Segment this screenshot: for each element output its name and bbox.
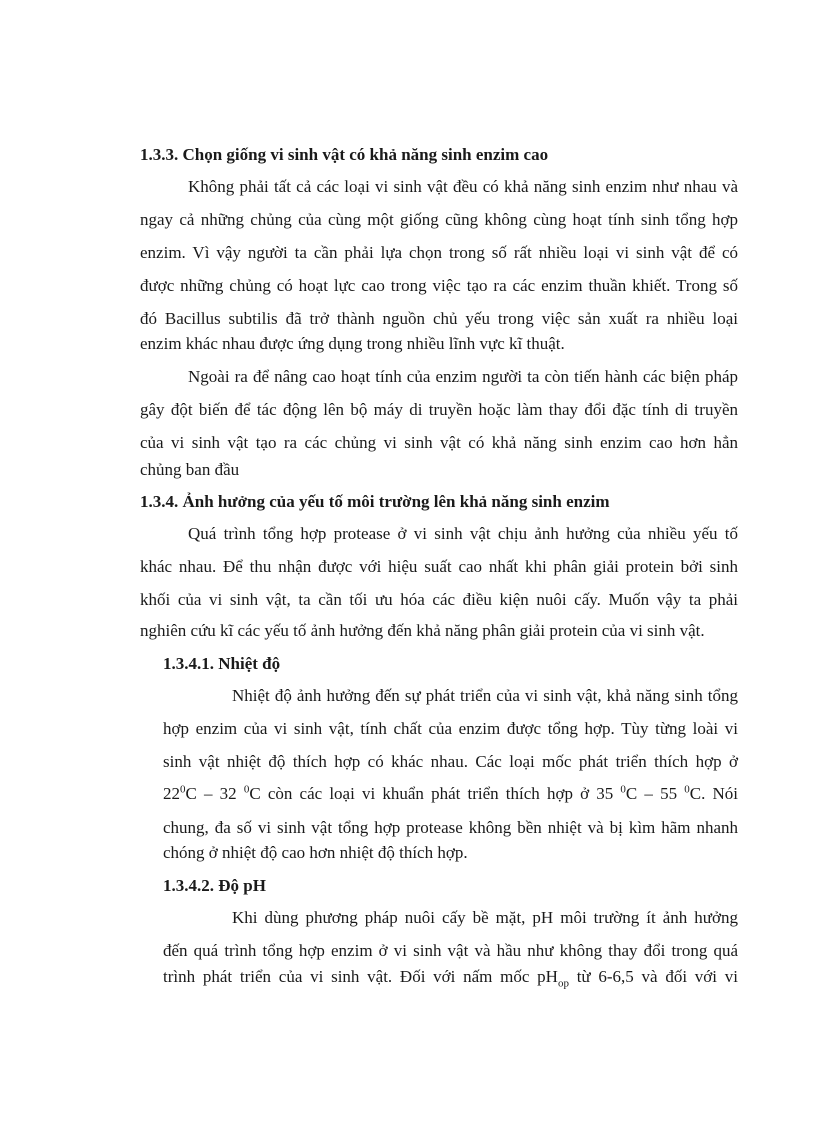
paragraph-line: đến quá trình tổng hợp enzim ở vi sinh vật và hầu như không thay đổi trong quá — [163, 941, 738, 960]
paragraph-line: của vi sinh vật tạo ra các chủng vi sinh vật có khả năng sinh enzim cao hơn hẳn — [140, 433, 738, 452]
paragraph-line: Quá trình tổng hợp protease ở vi sinh vật chịu ảnh hưởng của nhiều yếu tố — [188, 524, 738, 543]
heading-1-3-4-2: 1.3.4.2. Độ pH — [163, 876, 266, 895]
paragraph-line: chóng ở nhiệt độ cao hơn nhiệt độ thích hợp. — [163, 843, 468, 862]
paragraph-line: hợp enzim của vi sinh vật, tính chất của enzim được tổng hợp. Tùy từng loài vi — [163, 719, 738, 738]
paragraph-line: gây đột biến để tác động lên bộ máy di truyền hoặc làm thay đổi đặc tính di truyền — [140, 400, 738, 419]
paragraph-line: nghiên cứu kĩ các yếu tố ảnh hưởng đến khả năng phân giải protein của vi sinh vật. — [140, 621, 705, 640]
heading-1-3-4: 1.3.4. Ảnh hưởng của yếu tố môi trường lên khả năng sinh enzim — [140, 492, 610, 511]
paragraph-line: enzim khác nhau được ứng dụng trong nhiều lĩnh vực kĩ thuật. — [140, 334, 565, 353]
ph-line: trình phát triển của vi sinh vật. Đối với nấm mốc $pH_{op}$ từ 6-6,5 và đối với vi — [163, 967, 738, 990]
temperature-line: $22^0C - 32$ $^0$C còn các loại vi khuẩn phát triển thích hợp ở 35 $^0$C – 55 $^0$C. Nói — [163, 783, 738, 803]
paragraph-line: chủng ban đầu — [140, 460, 240, 479]
paragraph-line: Khi dùng phương pháp nuôi cấy bề mặt, pH môi trường ít ảnh hưởng — [232, 908, 738, 927]
paragraph-line: ngay cả những chủng của cùng một giống cũng không cùng hoạt tính sinh tổng hợp — [140, 210, 738, 229]
paragraph-line: khác nhau. Để thu nhận được với hiệu suất cao nhất khi phân giải protein bởi sinh — [140, 557, 738, 576]
paragraph-line: đó Bacillus subtilis đã trở thành nguồn chủ yếu trong việc sản xuất ra nhiều loại — [140, 309, 738, 328]
paragraph-line: được những chủng có hoạt lực cao trong việc tạo ra các enzim thuần khiết. Trong số — [140, 276, 738, 295]
paragraph-line: khối của vi sinh vật, ta cần tối ưu hóa các điều kiện nuôi cấy. Muốn vậy ta phải — [140, 590, 738, 609]
heading-1-3-4-1: 1.3.4.1. Nhiệt độ — [163, 654, 281, 673]
paragraph-line: sinh vật nhiệt độ thích hợp có khác nhau. Các loại mốc phát triển thích hợp ở — [163, 752, 738, 771]
heading-1-3-3: 1.3.3. Chọn giống vi sinh vật có khả năng sinh enzim cao — [140, 145, 549, 164]
paragraph-line: enzim. Vì vậy người ta cần phải lựa chọn trong số rất nhiều loại vi sinh vật để có — [140, 243, 738, 262]
paragraph-line: chung, đa số vi sinh vật tổng hợp protease không bền nhiệt và bị kìm hãm nhanh — [163, 818, 738, 837]
paragraph-line: Không phải tất cả các loại vi sinh vật đều có khả năng sinh enzim như nhau và — [188, 177, 738, 196]
paragraph-line: Ngoài ra để nâng cao hoạt tính của enzim người ta còn tiến hành các biện pháp — [188, 367, 738, 386]
paragraph-line: Nhiệt độ ảnh hưởng đến sự phát triển của vi sinh vật, khả năng sinh tổng — [232, 686, 738, 705]
